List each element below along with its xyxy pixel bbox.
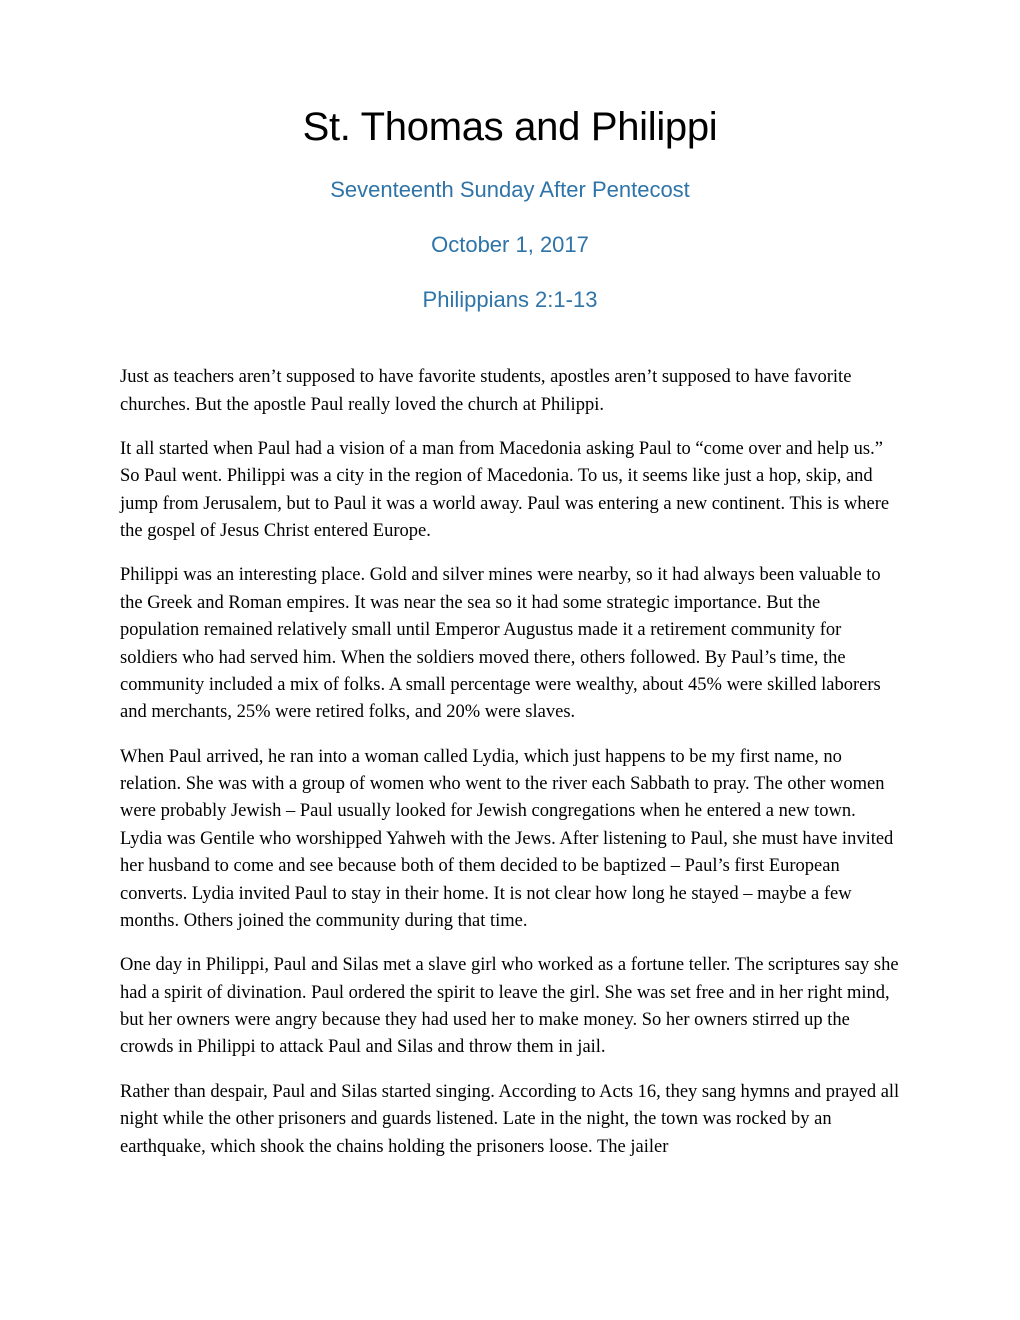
- document-subtitle-occasion: Seventeenth Sunday After Pentecost: [330, 177, 690, 203]
- body-paragraph: Philippi was an interesting place. Gold and silver mines were nearby, so it had always been valuable to the Greek and Roman empires. It was near the sea so it had some strategic importance. But the population remained relatively small until Emperor Augustus made it a retirement community for soldiers who had served him. When the soldiers moved there, others followed. By Paul’s time, the community included a mix of folks. A small percentage were wealthy, about 45% were skilled laborers and merchants, 25% were retired folks, and 20% were slaves.: [120, 565, 881, 723]
- page-title: St. Thomas and Philippi: [302, 105, 718, 149]
- document-subtitle-date: October 1, 2017: [431, 232, 589, 258]
- body-paragraph: When Paul arrived, he ran into a woman called Lydia, which just happens to be my first name, no relation. She was with a group of women who went to the river each Sabbath to pray. The other women were probably Jewish – Paul usually looked for Jewish congregations when he entered a new town. Lydia was Gentile who worshipped Yahweh with the Jews. After listening to Paul, she must have invited her husband to come and see because both of them decided to be baptized – Paul’s first European converts. Lydia invited Paul to stay in their home. It is not clear how long he stayed – maybe a few months. Others joined the community during that time.: [120, 746, 894, 931]
- body-paragraph: Rather than despair, Paul and Silas started singing. According to Acts 16, they sang hymns and prayed all night while the other prisoners and guards listened. Late in the night, the town was rocked by an earthquake, which shook the chains holding the prisoners loose. The jailer: [120, 1081, 900, 1157]
- document-subtitle-scripture: Philippians 2:1-13: [422, 287, 598, 313]
- body-paragraph: Just as teachers aren’t supposed to have favorite students, apostles aren’t supposed to have favorite churches. But the apostle Paul really loved the church at Philippi.: [120, 367, 852, 415]
- heading-body-spacer: [120, 316, 900, 364]
- document-body: [120, 364, 900, 1161]
- body-paragraph: It all started when Paul had a vision of a man from Macedonia asking Paul to “come over and help us.” So Paul went. Philippi was a city in the region of Macedonia. To us, it seems like just a hop, skip, and jump from Jerusalem, but to Paul it was a world away. Paul was entering a new continent. This is where the gospel of Jesus Christ entered Europe.: [120, 438, 890, 542]
- body-paragraph: One day in Philippi, Paul and Silas met a slave girl who worked as a fortune teller. The scriptures say she had a spirit of divination. Paul ordered the spirit to leave the girl. She was set free and in her right mind, but her owners were angry because they had used her to make money. So her owners stirred up the crowds in Philippi to attack Paul and Silas and throw them in jail.: [120, 955, 899, 1058]
